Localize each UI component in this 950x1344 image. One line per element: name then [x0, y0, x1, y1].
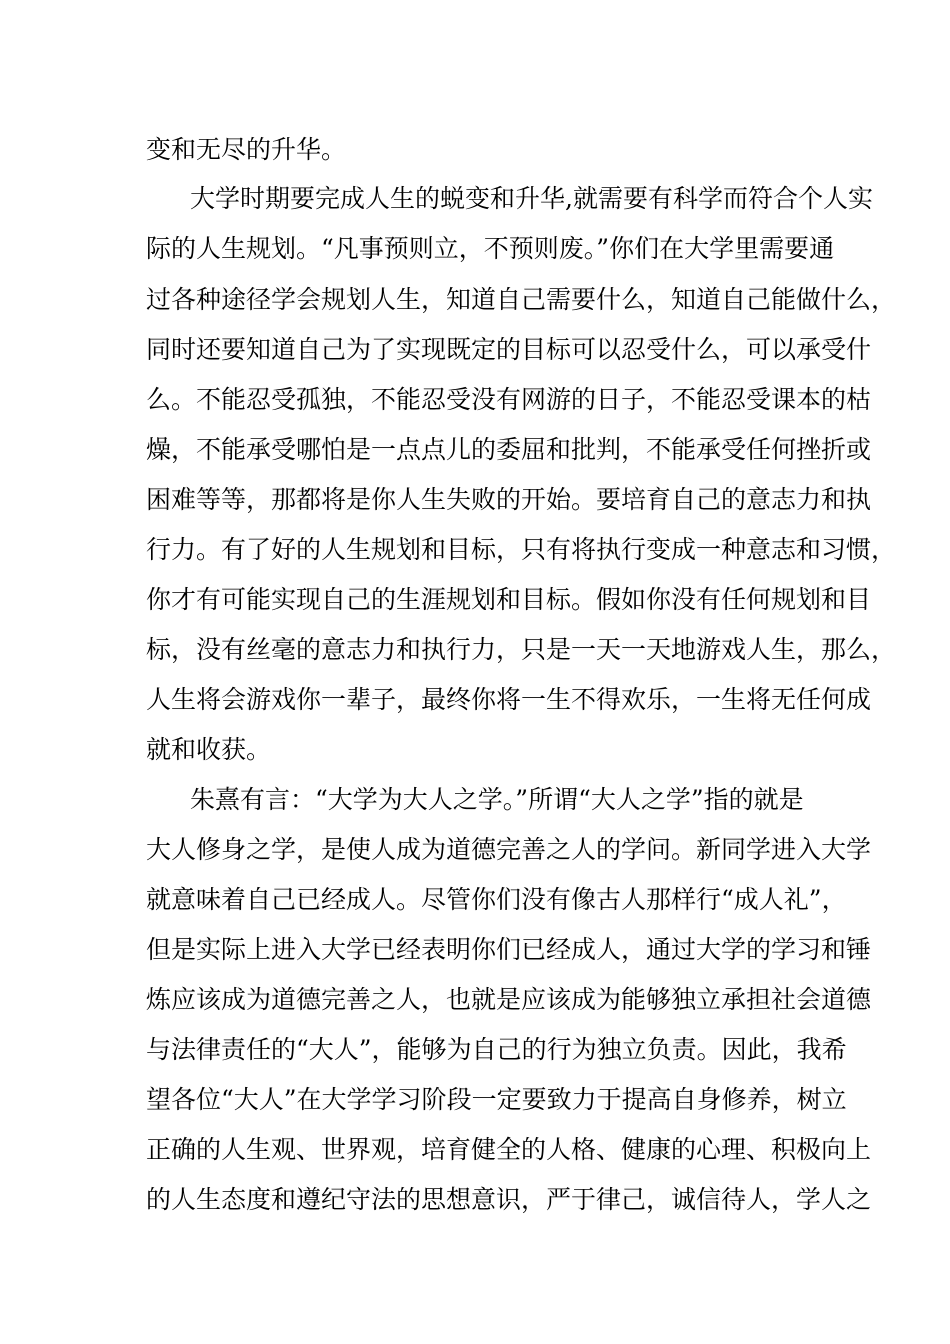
- text-line: 人生将会游戏你一辈子，最终你将一生不得欢乐，一生将无任何成: [146, 685, 872, 714]
- text-line: 么。不能忍受孤独，不能忍受没有网游的日子，不能忍受课本的枯: [146, 385, 872, 414]
- text-line: 行力。有了好的人生规划和目标，只有将执行变成一种意志和习惯，: [146, 535, 897, 564]
- text-line: 标，没有丝毫的意志力和执行力，只是一天一天地游戏人生，那么，: [146, 635, 897, 664]
- text-line: 就和收获。: [146, 735, 272, 764]
- text-line: 你才有可能实现自己的生涯规划和目标。假如你没有任何规划和目: [146, 585, 872, 614]
- text-line: 困难等等，那都将是你人生失败的开始。要培育自己的意志力和执: [146, 485, 872, 514]
- text-line: 但是实际上进入大学已经表明你们已经成人，通过大学的学习和锤: [146, 935, 872, 964]
- text-line: 的人生态度和遵纪守法的思想意识，严于律己，诚信待人，学人之: [146, 1185, 872, 1214]
- paragraph-start-line: 大学时期要完成人生的蜕变和升华,就需要有科学而符合个人实: [190, 184, 873, 213]
- text-line: 同时还要知道自己为了实现既定的目标可以忍受什么，可以承受什: [146, 335, 872, 364]
- text-line: 燥，不能承受哪怕是一点点儿的委屈和批判，不能承受任何挫折或: [146, 435, 872, 464]
- paragraph-start-line: 朱熹有言：“大学为大人之学。”所谓“大人之学”指的就是: [190, 785, 804, 814]
- text-line: 际的人生规划。“凡事预则立，不预则废。”你们在大学里需要通: [146, 234, 835, 263]
- text-line: 炼应该成为道德完善之人，也就是应该成为能够独立承担社会道德: [146, 985, 872, 1014]
- text-line: 望各位“大人”在大学学习阶段一定要致力于提高自身修养，树立: [146, 1085, 847, 1114]
- text-line: 与法律责任的“大人”，能够为自己的行为独立负责。因此，我希: [146, 1035, 847, 1064]
- text-line: 过各种途径学会规划人生，知道自己需要什么，知道自己能做什么，: [146, 285, 897, 314]
- text-line: 大人修身之学，是使人成为道德完善之人的学问。新同学进入大学: [146, 835, 872, 864]
- text-line: 变和无尽的升华。: [146, 135, 347, 164]
- text-line: 正确的人生观、世界观，培育健全的人格、健康的心理、积极向上: [146, 1135, 872, 1164]
- text-line: 就意味着自己已经成人。尽管你们没有像古人那样行“成人礼”，: [146, 885, 847, 914]
